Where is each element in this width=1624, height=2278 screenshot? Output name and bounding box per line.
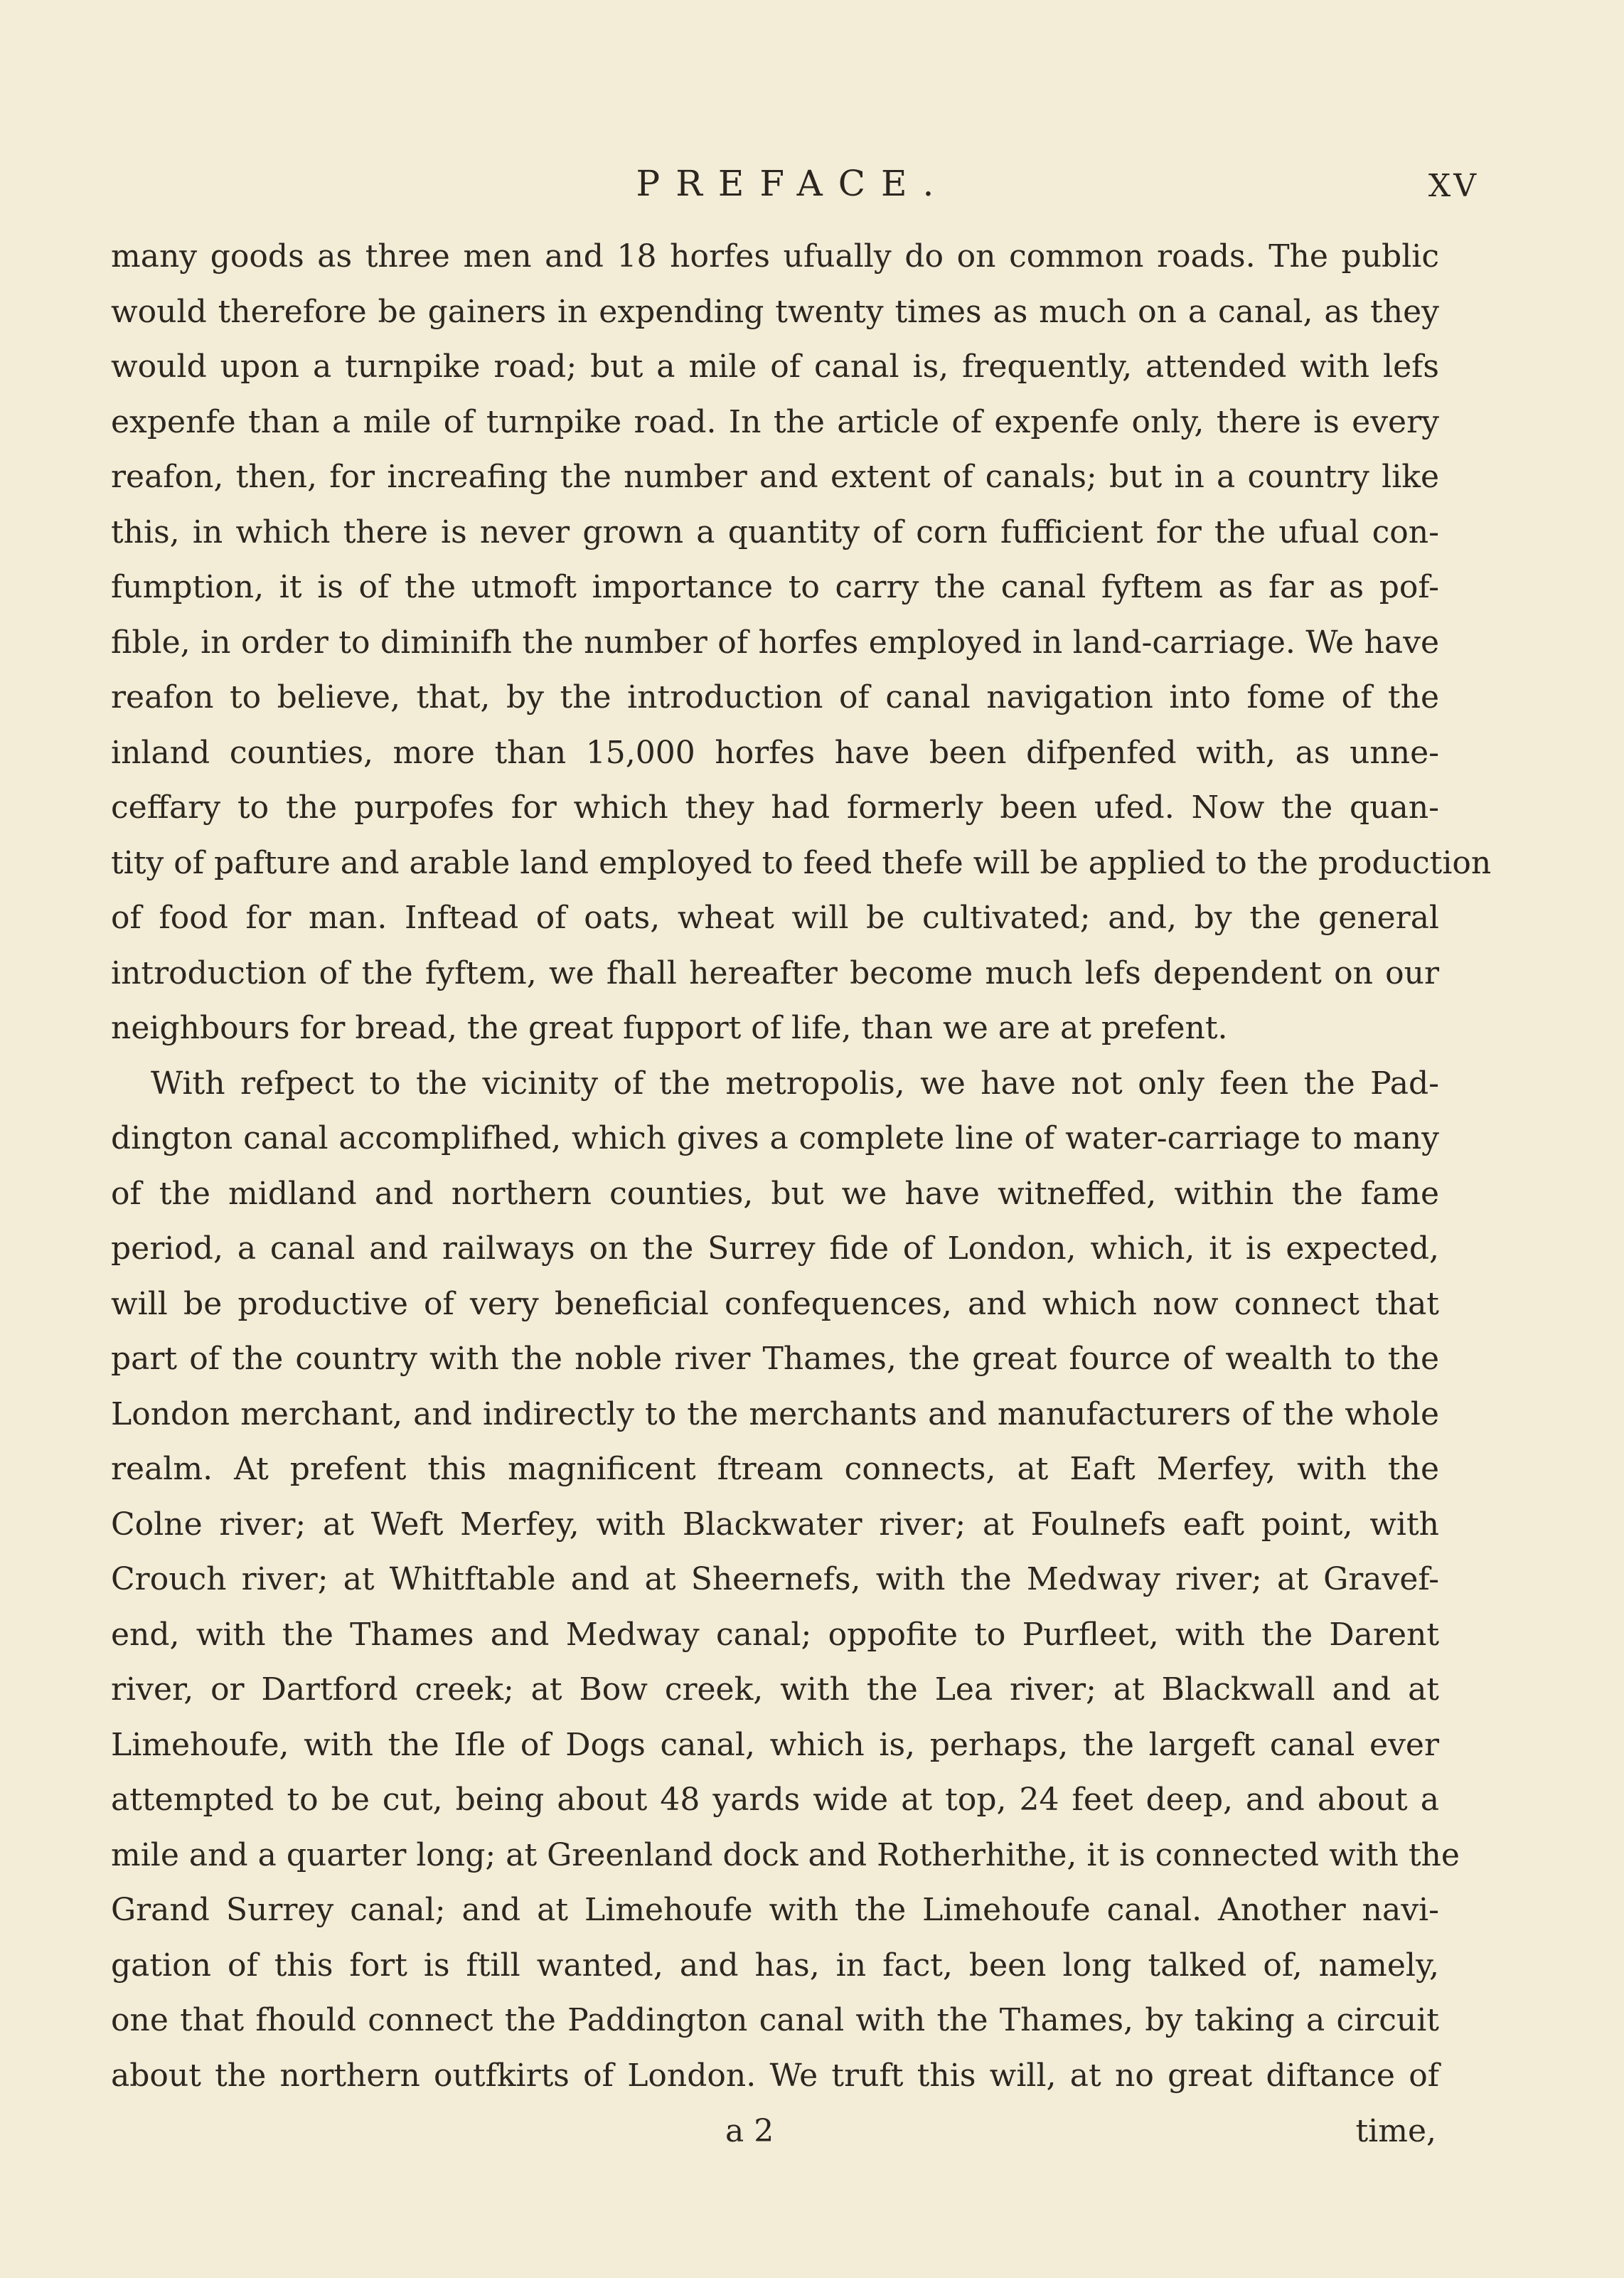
text-line: river, or Dartford creek; at Bow creek, with the Lea river; at Blackwall and at: [111, 1671, 1439, 1708]
text-line: Crouch river; at Whitftable and at Sheernefs, with the Medway river; at Gravef-: [111, 1561, 1439, 1597]
text-line: fible, in order to diminifh the number of horfes employed in land-carriage. We have: [111, 624, 1439, 661]
page-number: XV: [1428, 168, 1479, 204]
text-line: ceffary to the purpofes for which they had formerly been ufed. Now the quan-: [111, 789, 1439, 826]
text-line: of food for man. Inftead of oats, wheat will be cultivated; and, by the general: [111, 900, 1439, 936]
text-line: Colne river; at Weft Merfey, with Blackwater river; at Foulnefs eaft point, with: [111, 1506, 1439, 1543]
paragraph-end-line: neighbours for bread, the great fupport of life, than we are at prefent.: [111, 1010, 1228, 1046]
page-footer: [107, 2107, 1436, 2156]
text-line: will be productive of very beneficial confequences, and which now connect that: [111, 1285, 1439, 1322]
text-line: of the midland and northern counties, but we have witneffed, within the fame: [111, 1175, 1439, 1212]
text-line: period, a canal and railways on the Surrey fide of London, which, it is expected,: [111, 1230, 1439, 1267]
text-line: tity of pafture and arable land employed to feed thefe will be applied to the production: [111, 844, 1492, 881]
paragraph-start-line: With refpect to the vicinity of the metropolis, we have not only feen the Pad-: [151, 1065, 1439, 1102]
page-header: [107, 162, 1479, 212]
text-line: fumption, it is of the utmoft importance to carry the canal fyftem as far as pof-: [111, 569, 1439, 605]
text-line: inland counties, more than 15,000 horfes have been difpenfed with, as unne-: [111, 734, 1439, 771]
body-text: [111, 229, 1492, 2103]
text-line: about the northern outfkirts of London. We truft this will, at no great diftance of: [111, 2057, 1439, 2094]
text-line: reafon, then, for increafing the number and extent of canals; but in a country like: [111, 459, 1439, 495]
text-line: expenfe than a mile of turnpike road. In the article of expenfe only, there is every: [111, 403, 1439, 440]
signature-mark: a 2: [725, 2113, 774, 2149]
text-line: gation of this fort is ftill wanted, and has, in fact, been long talked of, namely,: [111, 1947, 1439, 1984]
text-line: this, in which there is never grown a quantity of corn fufficient for the ufual con-: [111, 513, 1439, 550]
text-line: London merchant, and indirectly to the merchants and manufacturers of the whole: [111, 1395, 1439, 1432]
text-line: end, with the Thames and Medway canal; oppofite to Purfleet, with the Darent: [111, 1616, 1439, 1653]
text-line: many goods as three men and 18 horfes ufually do on common roads. The public: [111, 238, 1439, 275]
text-line: one that fhould connect the Paddington canal with the Thames, by taking a circuit: [111, 2002, 1439, 2038]
text-line: realm. At prefent this magnificent ftream connects, at Eaft Merfey, with the: [111, 1451, 1439, 1487]
running-head: PREFACE.: [636, 163, 950, 204]
text-line: reafon to believe, that, by the introduction of canal navigation into fome of the: [111, 679, 1439, 715]
text-line: part of the country with the noble river Thames, the great fource of wealth to the: [111, 1341, 1439, 1377]
text-line: mile and a quarter long; at Greenland dock and Rotherhithe, it is connected with the: [111, 1836, 1460, 1873]
text-line: introduction of the fyftem, we fhall hereafter become much lefs dependent on our: [111, 954, 1439, 991]
text-line: would upon a turnpike road; but a mile of canal is, frequently, attended with lefs: [111, 348, 1439, 385]
catchword: time,: [1355, 2113, 1436, 2149]
text-line: attempted to be cut, being about 48 yards wide at top, 24 feet deep, and about a: [111, 1782, 1439, 1818]
text-line: Limehoufe, with the Ifle of Dogs canal, which is, perhaps, the largeft canal ever: [111, 1726, 1439, 1763]
text-line: Grand Surrey canal; and at Limehoufe with the Limehoufe canal. Another navi-: [111, 1892, 1439, 1928]
text-line: dington canal accomplifhed, which gives a complete line of water-carriage to many: [111, 1120, 1439, 1156]
text-line: would therefore be gainers in expending twenty times as much on a canal, as they: [111, 293, 1439, 330]
